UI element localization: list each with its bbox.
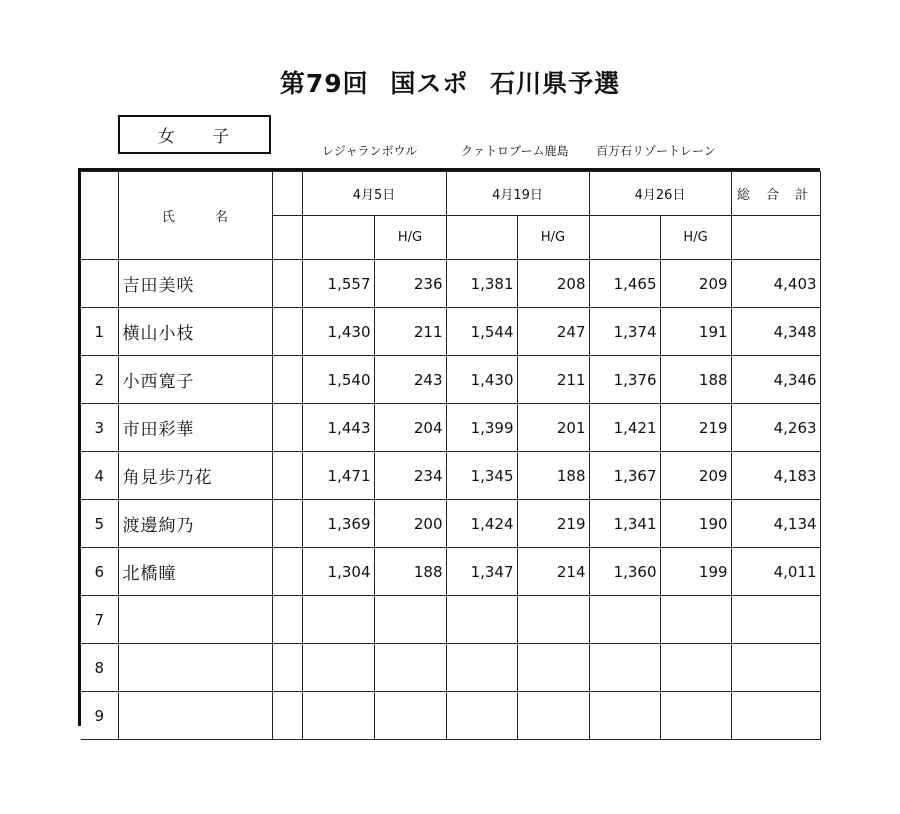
hg-day3: 188 xyxy=(660,356,731,404)
hg-day1: 211 xyxy=(374,308,446,356)
score-day3 xyxy=(589,644,660,692)
score-day3: 1,360 xyxy=(589,548,660,596)
given-name: 瞳 xyxy=(158,564,177,584)
hg-day2: 188 xyxy=(517,452,589,500)
hg-day3: 209 xyxy=(660,452,731,500)
score-day1 xyxy=(302,692,374,740)
score-day1 xyxy=(302,596,374,644)
hg-day2: 214 xyxy=(517,548,589,596)
score-day1: 1,540 xyxy=(302,356,374,404)
score-day1: 1,557 xyxy=(302,260,374,308)
hg-day2 xyxy=(517,596,589,644)
title-edition: 第79回 xyxy=(279,69,369,98)
results-sheet xyxy=(78,168,820,726)
score-day1: 1,471 xyxy=(302,452,374,500)
total-header: 総 合 計 xyxy=(731,172,820,216)
given-name: 彩華 xyxy=(158,420,195,440)
player-name-cell xyxy=(118,404,272,452)
hg-day1: 234 xyxy=(374,452,446,500)
rank-cell: 5 xyxy=(81,500,118,548)
player-name-cell xyxy=(118,500,272,548)
score-header-cell xyxy=(589,216,660,260)
title-qualifier: 石川県予選 xyxy=(490,69,621,98)
blank-header-cell xyxy=(272,172,302,216)
score-day2: 1,381 xyxy=(446,260,517,308)
total-score: 4,263 xyxy=(731,404,820,452)
total-score xyxy=(731,644,820,692)
hg-day3 xyxy=(660,644,731,692)
hg-day2: 247 xyxy=(517,308,589,356)
rank-cell: 3 xyxy=(81,404,118,452)
hg-day1: 204 xyxy=(374,404,446,452)
score-day2: 1,347 xyxy=(446,548,517,596)
hg-day1: 236 xyxy=(374,260,446,308)
family-name: 小西 xyxy=(122,372,159,392)
rank-cell xyxy=(81,260,118,308)
table-row xyxy=(81,356,820,404)
hg-day2: 201 xyxy=(517,404,589,452)
hg-day1: 243 xyxy=(374,356,446,404)
table-row xyxy=(81,452,820,500)
score-day2 xyxy=(446,644,517,692)
player-name-cell xyxy=(118,692,272,740)
hg-day3: 190 xyxy=(660,500,731,548)
hg-day1 xyxy=(374,644,446,692)
hg-day1: 200 xyxy=(374,500,446,548)
score-day3 xyxy=(589,692,660,740)
family-name: 吉田 xyxy=(122,276,159,296)
given-name: 美咲 xyxy=(158,276,195,296)
blank-cell xyxy=(272,644,302,692)
player-name-cell xyxy=(118,644,272,692)
score-day2: 1,399 xyxy=(446,404,517,452)
given-name: 寛子 xyxy=(158,372,195,392)
blank-cell xyxy=(272,500,302,548)
rank-cell: 7 xyxy=(81,596,118,644)
score-day1: 1,443 xyxy=(302,404,374,452)
table-row xyxy=(81,308,820,356)
family-name: 北橋 xyxy=(122,564,159,584)
score-day2: 1,430 xyxy=(446,356,517,404)
player-name-cell xyxy=(118,356,272,404)
score-day3: 1,367 xyxy=(589,452,660,500)
score-header-cell xyxy=(302,216,374,260)
hg-day3: 209 xyxy=(660,260,731,308)
given-name: 小枝 xyxy=(158,324,195,344)
player-name-cell xyxy=(118,260,272,308)
hg-day3: 219 xyxy=(660,404,731,452)
hg-day1 xyxy=(374,692,446,740)
score-day1: 1,369 xyxy=(302,500,374,548)
score-day3: 1,421 xyxy=(589,404,660,452)
given-name: 歩乃花 xyxy=(158,468,213,488)
date-header-3: 4月26日 xyxy=(589,172,731,216)
score-day2 xyxy=(446,596,517,644)
total-score: 4,403 xyxy=(731,260,820,308)
title-event: 国スポ xyxy=(390,69,469,98)
blank-header-cell xyxy=(272,216,302,260)
rank-cell: 8 xyxy=(81,644,118,692)
table-row xyxy=(81,404,820,452)
table-row xyxy=(81,548,820,596)
family-name: 角見 xyxy=(122,468,159,488)
score-day1: 1,304 xyxy=(302,548,374,596)
player-name-cell xyxy=(118,548,272,596)
blank-cell xyxy=(272,308,302,356)
rank-cell: 1 xyxy=(81,308,118,356)
score-day3: 1,341 xyxy=(589,500,660,548)
blank-cell xyxy=(272,596,302,644)
results-table xyxy=(81,171,821,740)
score-day2 xyxy=(446,692,517,740)
table-row xyxy=(81,260,820,308)
total-score: 4,346 xyxy=(731,356,820,404)
hg-day3: 191 xyxy=(660,308,731,356)
table-row xyxy=(81,692,820,740)
category-box: 女 子 xyxy=(118,115,271,154)
blank-cell xyxy=(272,404,302,452)
table-row xyxy=(81,500,820,548)
given-name: 絢乃 xyxy=(158,516,195,536)
hg-day3 xyxy=(660,692,731,740)
hg-header-2: H/G xyxy=(517,216,589,260)
hg-day1: 188 xyxy=(374,548,446,596)
hg-day2: 208 xyxy=(517,260,589,308)
page-title xyxy=(0,64,900,100)
family-name: 横山 xyxy=(122,324,159,344)
name-header: 氏 名 xyxy=(118,172,272,260)
hg-day3 xyxy=(660,596,731,644)
date-header-2: 4月19日 xyxy=(446,172,589,216)
score-day3: 1,374 xyxy=(589,308,660,356)
rank-cell: 2 xyxy=(81,356,118,404)
date-header-1: 4月5日 xyxy=(302,172,446,216)
rank-cell: 6 xyxy=(81,548,118,596)
total-score xyxy=(731,692,820,740)
score-day3: 1,465 xyxy=(589,260,660,308)
score-day2: 1,424 xyxy=(446,500,517,548)
table-row xyxy=(81,596,820,644)
player-name-cell xyxy=(118,452,272,500)
hg-header-1: H/G xyxy=(374,216,446,260)
player-name-cell xyxy=(118,596,272,644)
blank-cell xyxy=(272,452,302,500)
venue-1: レジャランボウル xyxy=(322,144,418,158)
hg-day2 xyxy=(517,644,589,692)
player-name-cell xyxy=(118,308,272,356)
hg-day1 xyxy=(374,596,446,644)
blank-cell xyxy=(272,548,302,596)
hg-day2 xyxy=(517,692,589,740)
rank-cell: 4 xyxy=(81,452,118,500)
family-name: 市田 xyxy=(122,420,159,440)
score-day2: 1,544 xyxy=(446,308,517,356)
family-name: 渡邊 xyxy=(122,516,159,536)
hg-day3: 199 xyxy=(660,548,731,596)
blank-cell xyxy=(272,692,302,740)
score-day1 xyxy=(302,644,374,692)
hg-day2: 211 xyxy=(517,356,589,404)
rank-cell: 9 xyxy=(81,692,118,740)
table-row xyxy=(81,644,820,692)
venue-3: 百万石リゾートレーン xyxy=(596,144,716,158)
total-score: 4,183 xyxy=(731,452,820,500)
header-row-dates xyxy=(81,172,820,216)
venue-2: クァトロブーム鹿島 xyxy=(461,144,569,158)
score-day3: 1,376 xyxy=(589,356,660,404)
score-header-cell xyxy=(446,216,517,260)
total-score xyxy=(731,596,820,644)
score-day2: 1,345 xyxy=(446,452,517,500)
total-score: 4,011 xyxy=(731,548,820,596)
blank-cell xyxy=(272,356,302,404)
rank-header-cell xyxy=(81,172,118,260)
hg-day2: 219 xyxy=(517,500,589,548)
total-subheader-cell xyxy=(731,216,820,260)
total-score: 4,134 xyxy=(731,500,820,548)
hg-header-3: H/G xyxy=(660,216,731,260)
score-day3 xyxy=(589,596,660,644)
score-day1: 1,430 xyxy=(302,308,374,356)
total-score: 4,348 xyxy=(731,308,820,356)
blank-cell xyxy=(272,260,302,308)
